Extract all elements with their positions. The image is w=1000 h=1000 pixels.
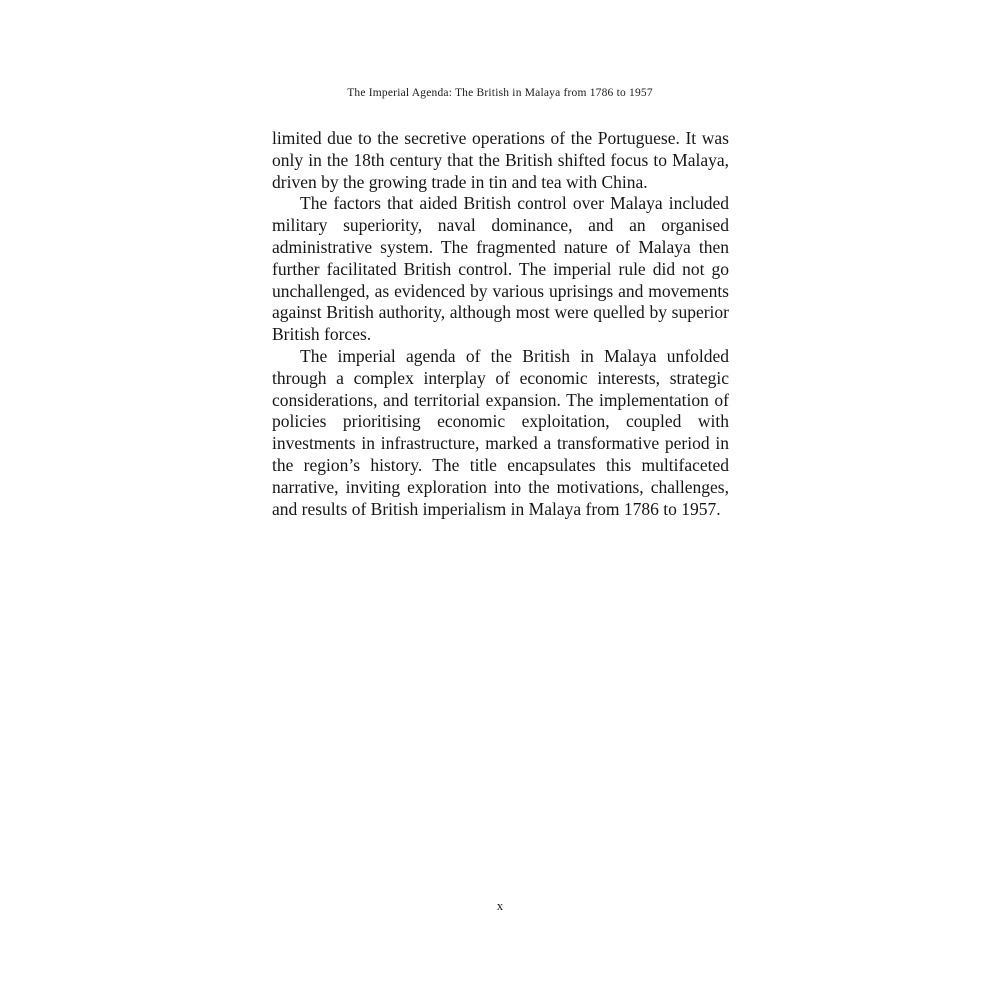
- body-paragraph: The factors that aided British control over Malaya included military superiority, naval dominance, and an organised administrative system. The fragmented nature of Malaya then further facilitated British control. The imperial rule did not go unchallenged, as evidenced by various uprisings and movements against British authority, although most were quelled by superior British forces.: [272, 193, 729, 345]
- page-number: x: [496, 898, 504, 913]
- body-paragraph: limited due to the secretive operations of the Portuguese. It was only in the 18th century that the British shifted focus to Malaya, driven by the growing trade in tin and tea with China.: [272, 128, 729, 192]
- running-header: The Imperial Agenda: The British in Malaya from 1786 to 1957: [347, 87, 653, 99]
- body-paragraph: The imperial agenda of the British in Malaya unfolded through a complex interplay of economic interests, strategic considerations, and territorial expansion. The implementation of policies prioritising economic exploitation, coupled with investments in infrastructure, marked a transformative period in the region’s history. The title encapsulates this multifaceted narrative, inviting exploration into the motivations, challenges, and results of British imperialism in Malaya from 1786 to 1957.: [272, 345, 729, 519]
- body-text-block: [272, 128, 729, 520]
